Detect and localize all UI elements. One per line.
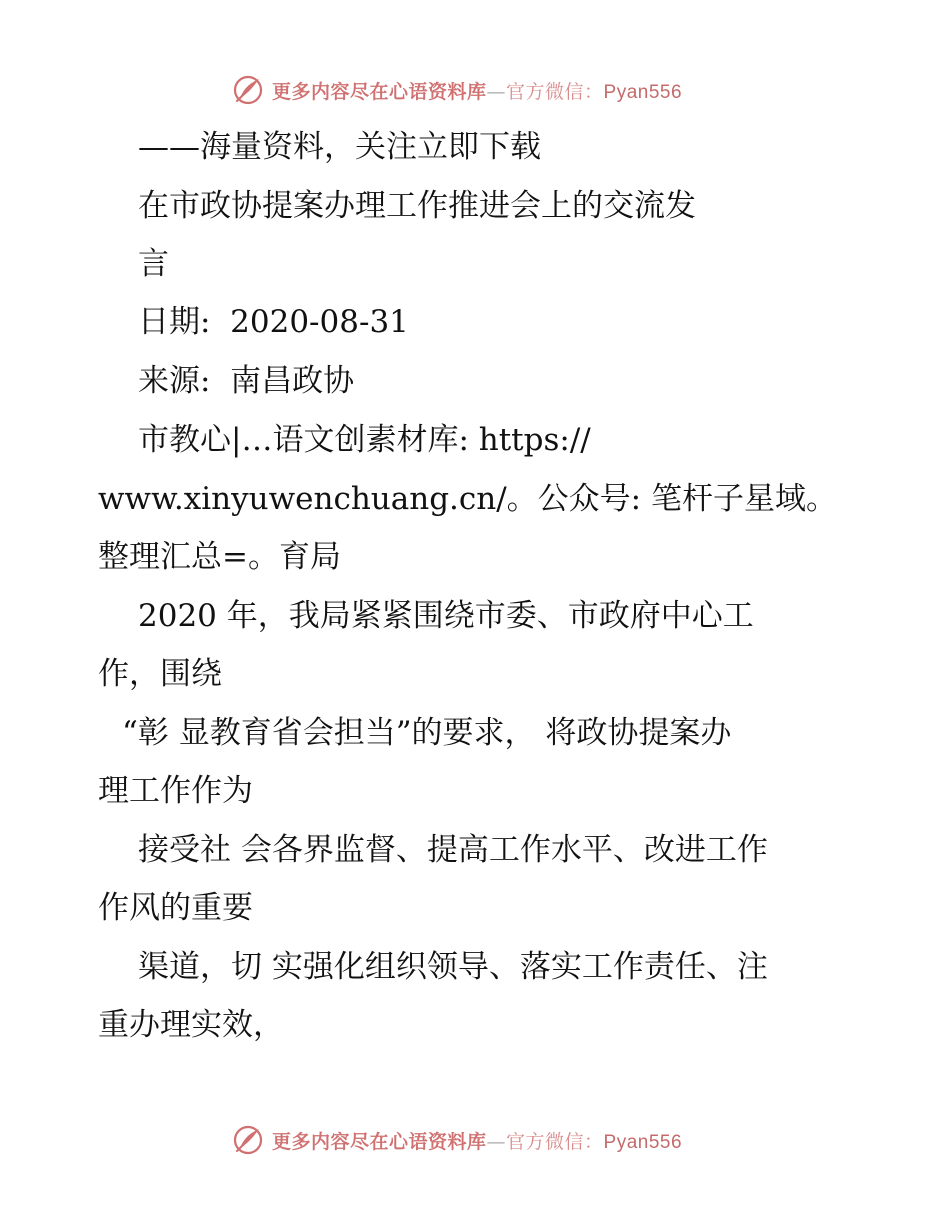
paragraph-line: “彰 显教育省会担当”的要求， 将政协提案办 bbox=[122, 715, 732, 751]
watermark-id: Pyan556 bbox=[603, 1131, 683, 1153]
paragraph-line: 重办理实效， bbox=[98, 1007, 284, 1043]
paragraph-line: 作，围绕 bbox=[98, 656, 222, 692]
watermark-brand: 更多内容尽在心语资料库 bbox=[272, 1130, 487, 1153]
watermark-id: Pyan556 bbox=[603, 81, 683, 103]
watermark-header bbox=[232, 70, 682, 110]
document-title-line: 在市政协提案办理工作推进会上的交流发 bbox=[138, 188, 696, 224]
watermark-contact: 官方微信： bbox=[506, 1130, 604, 1153]
paragraph-line: 理工作作为 bbox=[98, 773, 253, 809]
watermark-separator: — bbox=[486, 1130, 507, 1153]
text-line: www.xinyuwenchuang.cn/。公众号: 笔杆子星域。 bbox=[98, 481, 837, 517]
text-line: 整理汇总=。育局 bbox=[98, 539, 341, 575]
text-line: 市教心|…语文创素材库: https:// bbox=[138, 422, 591, 458]
paragraph-line: 作风的重要 bbox=[98, 890, 253, 926]
watermark-separator: — bbox=[486, 80, 507, 103]
source-line: 来源: 南昌政协 bbox=[138, 363, 355, 399]
text-line: ——海量资料，关注立即下载 bbox=[138, 129, 541, 165]
watermark-brand: 更多内容尽在心语资料库 bbox=[272, 80, 487, 103]
feather-pen-logo-icon bbox=[232, 74, 264, 106]
feather-pen-logo-icon bbox=[232, 1124, 264, 1156]
paragraph-line: 渠道，切 实强化组织领导、落实工作责任、注 bbox=[138, 949, 768, 985]
document-title-line: 言 bbox=[138, 246, 169, 282]
date-line: 日期: 2020-08-31 bbox=[138, 304, 409, 340]
paragraph-line: 接受社 会各界监督、提高工作水平、改进工作 bbox=[138, 832, 768, 868]
watermark-footer bbox=[232, 1120, 682, 1160]
watermark-contact: 官方微信： bbox=[506, 80, 604, 103]
paragraph-line: 2020 年，我局紧紧围绕市委、市政府中心工 bbox=[138, 598, 754, 634]
